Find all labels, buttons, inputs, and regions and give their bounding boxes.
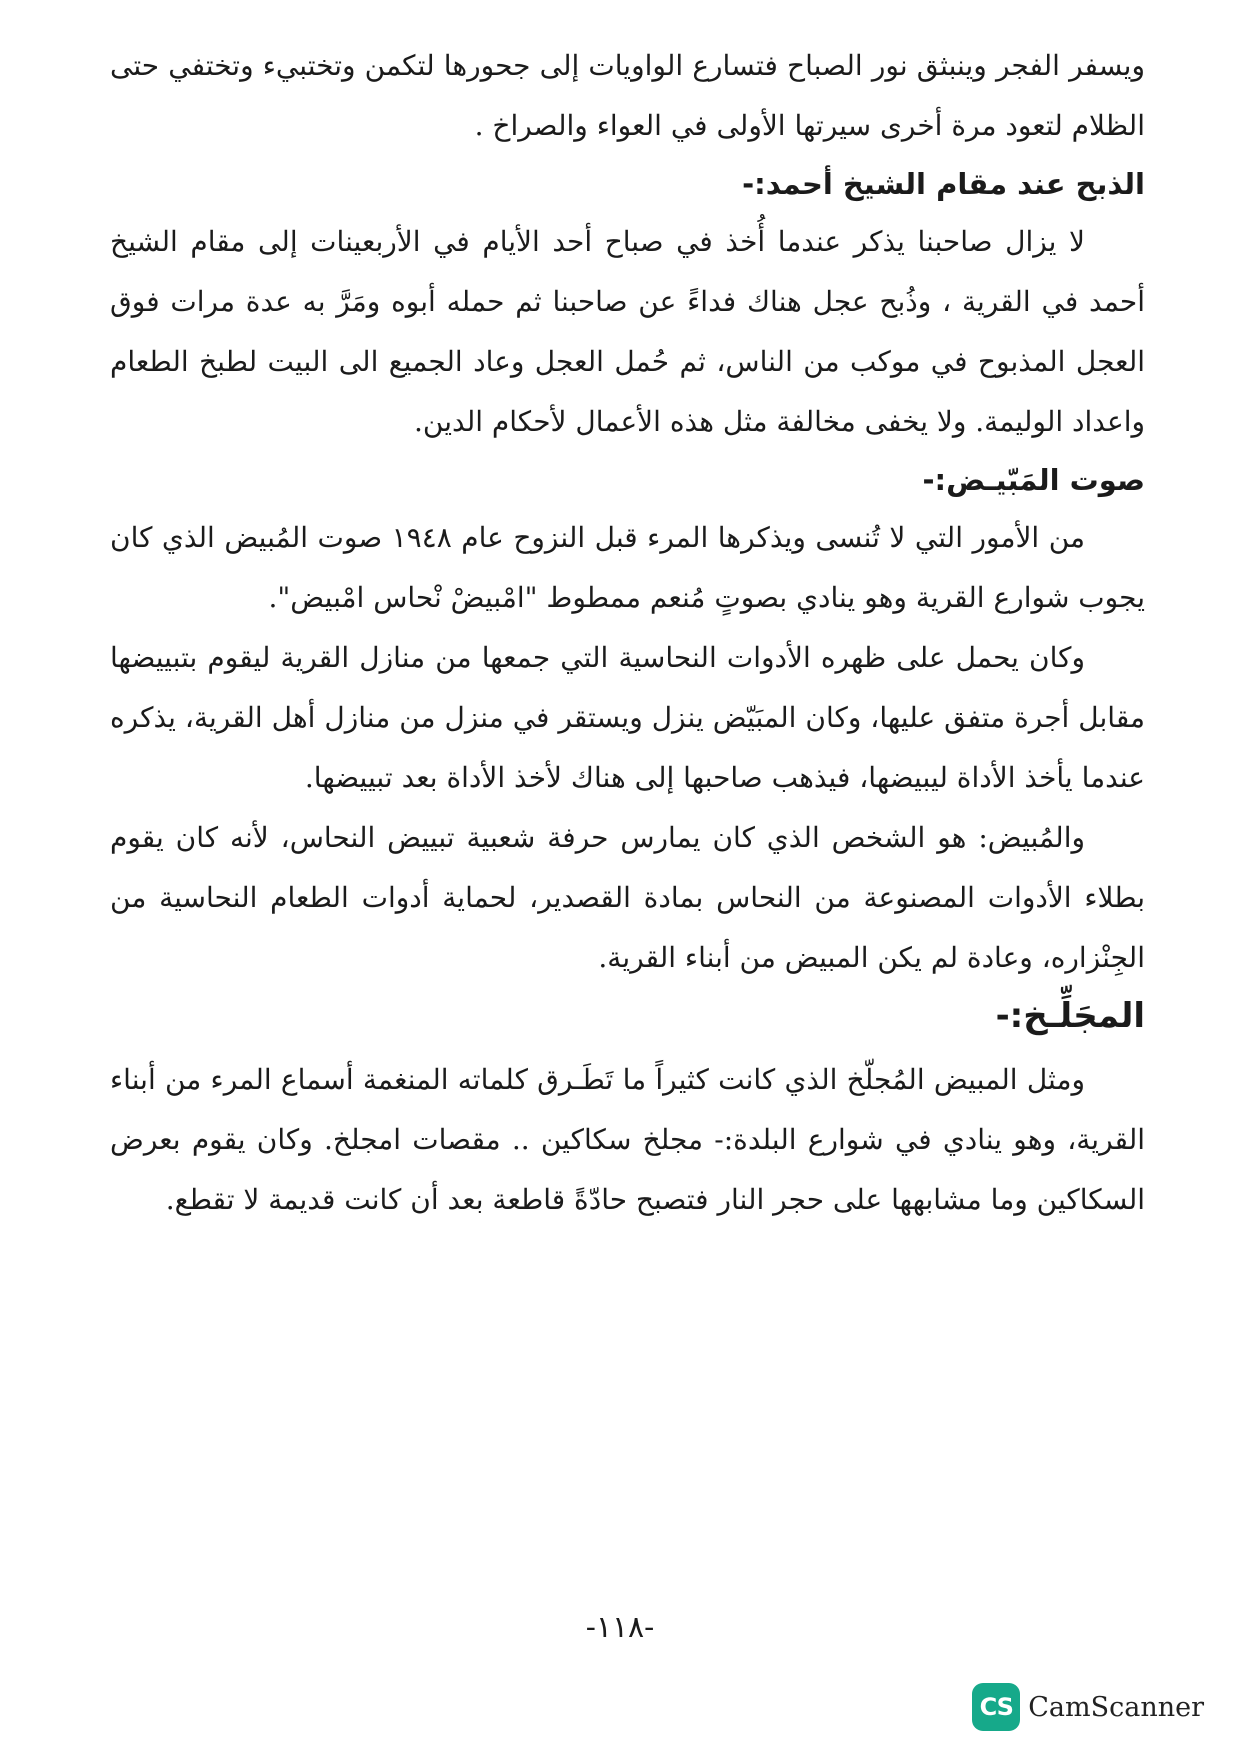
section-heading-tinsmith-voice: صوت المَبّيـض:-: [922, 463, 1145, 497]
paragraph-tinsmith-1: من الأمور التي لا تُنسى ويذكرها المرء قبل النزوح عام ١٩٤٨ صوت المُبيض الذي كان يجوب شوارع القرية وهو ينادي بصوتٍ مُنعم ممطوط "امْبيضْ نْحاس امْبيض".: [110, 521, 1145, 614]
paragraph-sacrifice: لا يزال صاحبنا يذكر عندما أُخذ في صباح أحد الأيام في الأربعينات إلى مقام الشيخ أحمد في القرية ، وذُبح عجل هناك فداءً عن صاحبنا ثم حمله أبوه ومَرَّ به عدة مرات فوق العجل المذبوح في موكب من الناس، ثم حُمل العجل وعاد الجميع الى البيت لطبخ الطعام واعداد الوليمة. ولا يخفى مخالفة مثل هذه الأعمال لأحكام الدين.: [110, 225, 1146, 438]
page-body: [110, 36, 1145, 1230]
paragraph-tinsmith-3: والمُبيض: هو الشخص الذي كان يمارس حرفة شعبية تبييض النحاس، لأنه كان يقوم بطلاء الأدوات المصنوعة من النحاس بمادة القصدير، لحماية أدوات الطعام النحاسية من الجِنْزاره، وعادة لم يكن المبيض من أبناء القرية.: [110, 821, 1145, 974]
camscanner-logo-icon: CS: [972, 1683, 1020, 1731]
paragraph-tinsmith-2: وكان يحمل على ظهره الأدوات النحاسية التي جمعها من منازل القرية ليقوم بتبييضها مقابل أجرة متفق عليها، وكان المبَيّض ينزل ويستقر في منزل من منازل أهل القرية، يذكره عندما يأخذ الأداة ليبيضها، فيذهب صاحبها إلى هناك لأخذ الأداة بعد تبييضها.: [110, 641, 1145, 794]
page-number: -١١٨-: [585, 1610, 655, 1645]
section-heading-sacrifice: الذبح عند مقام الشيخ أحمد:-: [742, 167, 1145, 201]
camscanner-label: CamScanner: [1028, 1691, 1204, 1723]
section-heading-knife-grinder: المجَلِّـخ:-: [995, 996, 1145, 1036]
paragraph-knife-grinder: ومثل المبيض المُجلّخ الذي كانت كثيراً ما تَطَـرق كلماته المنغمة أسماع المرء من أبناء القرية، وهو ينادي في شوارع البلدة:- مجلخ سكاكين .. مقصات امجلخ. وكان يقوم بعرض السكاكين وما مشابهها على حجر النار فتصبح حادّةً قاطعة بعد أن كانت قديمة لا تقطع.: [110, 1063, 1145, 1216]
camscanner-watermark: [972, 1681, 1204, 1733]
paragraph-intro: ويسفر الفجر وينبثق نور الصباح فتسارع الواويات إلى جحورها لتكمن وتختبيء وتختفي حتى الظلام لتعود مرة أخرى سيرتها الأولى في العواء والصراخ .: [110, 49, 1145, 142]
